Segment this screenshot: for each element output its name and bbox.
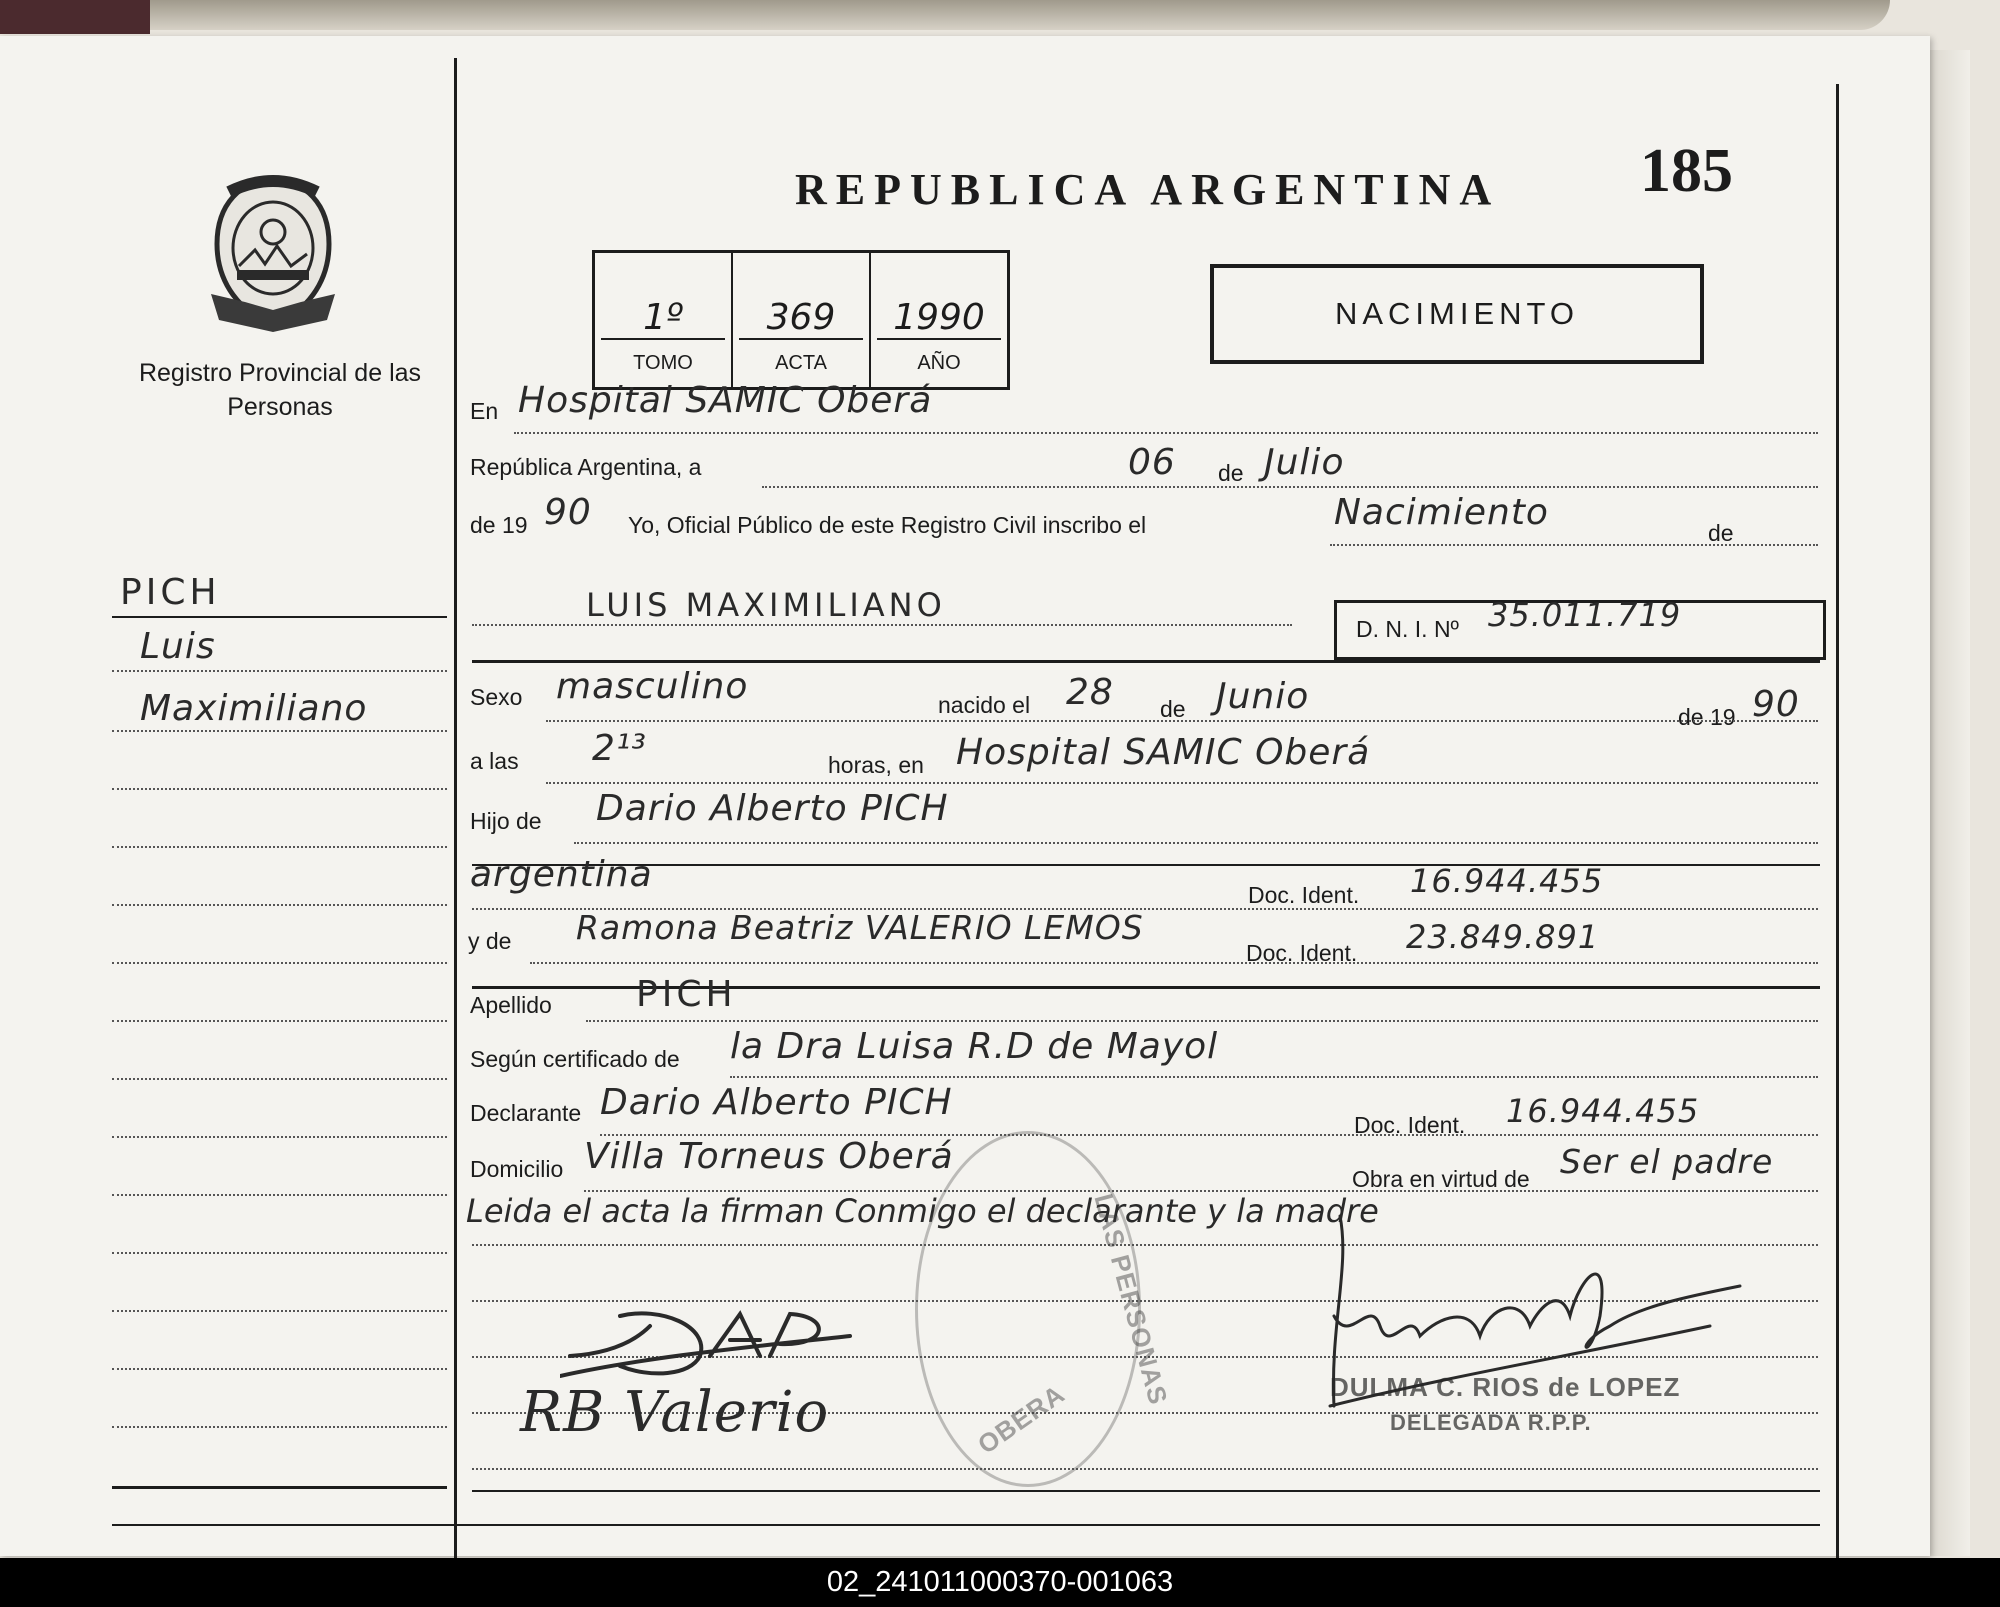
provincial-seal-icon — [205, 174, 341, 334]
field-rule — [574, 842, 1818, 844]
field-reg-month: Julio — [1264, 442, 1345, 483]
mother-signature: RB Valerio — [520, 1380, 830, 1445]
tomo-value: 1º — [601, 297, 725, 340]
sidebar-rule — [112, 730, 447, 732]
field-father-doc: 16.944.455 — [1410, 862, 1604, 900]
page-bottom-rule — [112, 1524, 1820, 1526]
label-dni: D. N. I. Nº — [1356, 616, 1459, 642]
field-child-name: LUIS MAXIMILIANO — [586, 586, 946, 624]
label-de: de — [1708, 520, 1734, 546]
field-mother: Ramona Beatriz VALERIO LEMOS — [576, 908, 1144, 947]
label-segun-certificado: Según certificado de — [470, 1046, 680, 1072]
field-rule — [472, 1468, 1818, 1470]
label-de-19: de 19 — [470, 512, 528, 538]
sidebar-rule — [112, 1194, 447, 1196]
field-birth-day: 28 — [1066, 672, 1114, 713]
field-rule — [472, 624, 1292, 626]
field-rule — [730, 1076, 1818, 1078]
label-yo-oficial: Yo, Oficial Público de este Registro Civil inscribo el — [628, 512, 1147, 538]
tomo-caption: TOMO — [633, 352, 693, 374]
sidebar-rule — [112, 846, 447, 848]
right-page-border — [1836, 84, 1839, 1558]
field-rule — [762, 486, 1818, 488]
tomo-cell — [595, 253, 733, 387]
field-in-virtue-of: Ser el padre — [1560, 1142, 1774, 1181]
label-en: En — [470, 398, 499, 424]
field-rule — [1330, 544, 1818, 546]
section-divider — [472, 864, 1820, 866]
field-declarant-doc: 16.944.455 — [1506, 1092, 1700, 1130]
label-de-19: de 19 — [1678, 704, 1736, 730]
acta-caption: ACTA — [775, 352, 827, 374]
field-birth-place: Hospital SAMIC Oberá — [956, 732, 1371, 773]
sidebar-rule — [112, 788, 447, 790]
field-birth-year-suffix: 90 — [1752, 684, 1800, 725]
field-rule — [514, 432, 1818, 434]
sidebar-rule — [112, 1310, 447, 1312]
field-place: Hospital SAMIC Oberá — [518, 380, 933, 421]
field-reg-day: 06 — [1128, 442, 1176, 483]
label-doc-ident: Doc. Ident. — [1354, 1112, 1466, 1138]
certificate-page — [0, 36, 1930, 1556]
label-republica: República Argentina, a — [470, 454, 702, 480]
registry-name: Registro Provincial de las Personas — [138, 359, 422, 421]
field-certificate-by: la Dra Luisa R.D de Mayol — [730, 1026, 1219, 1067]
sidebar-rule — [112, 962, 447, 964]
label-nacido-el: nacido el — [938, 692, 1031, 718]
ano-value: 1990 — [877, 297, 1001, 340]
page-stack-edge — [1930, 50, 1970, 1556]
image-id-footer: 02_241011000370-001063 — [0, 1558, 2000, 1607]
section-divider — [472, 1490, 1820, 1492]
field-rule — [586, 1020, 1818, 1022]
book-cover-corner — [0, 0, 150, 34]
ano-cell — [871, 253, 1007, 387]
field-rule — [530, 962, 1818, 964]
field-rule — [546, 720, 1818, 722]
country-title: REPUBLICA ARGENTINA — [795, 165, 1501, 214]
label-hijo-de: Hijo de — [470, 808, 542, 834]
acta-cell — [733, 253, 871, 387]
field-act: Nacimiento — [1334, 492, 1549, 533]
field-mother-doc: 23.849.891 — [1406, 918, 1600, 956]
label-de: de — [1160, 696, 1186, 722]
field-dni: 35.011.719 — [1488, 596, 1682, 634]
label-domicilio: Domicilio — [470, 1156, 564, 1182]
label-horas-en: horas, en — [828, 752, 924, 778]
official-stamp — [915, 1131, 1174, 1487]
left-column-divider — [454, 58, 457, 1558]
sidebar-rule — [112, 1252, 447, 1254]
sidebar-surname: PICH — [120, 572, 221, 613]
book-page-edge — [150, 0, 1890, 30]
label-apellido: Apellido — [470, 992, 552, 1018]
sidebar-rule — [112, 670, 447, 672]
field-rule — [546, 782, 1818, 784]
sidebar-rule — [112, 1368, 447, 1370]
label-doc-ident: Doc. Ident. — [1248, 882, 1360, 908]
field-address: Villa Torneus Oberá — [584, 1136, 954, 1177]
field-declarant: Dario Alberto PICH — [600, 1082, 953, 1123]
registry-box — [592, 250, 1010, 390]
field-reg-year-suffix: 90 — [544, 492, 592, 533]
field-closing-note: Leida el acta la firman Conmigo el declarante y la madre — [466, 1192, 1379, 1230]
official-title: DELEGADA R.P.P. — [1390, 1410, 1592, 1435]
acta-value: 369 — [739, 297, 863, 340]
page-number: 185 — [1640, 137, 1733, 205]
sidebar-rule — [112, 1426, 447, 1428]
sidebar-rule — [112, 904, 447, 906]
label-y-de: y de — [468, 928, 512, 954]
sidebar-rule — [112, 616, 447, 618]
sidebar-rule — [112, 1486, 447, 1489]
label-obra-en-virtud: Obra en virtud de — [1352, 1166, 1530, 1192]
field-birth-hour: 2¹³ — [592, 728, 647, 769]
field-birth-month: Junio — [1216, 676, 1310, 717]
label-sexo: Sexo — [470, 684, 523, 710]
sidebar-rule — [112, 1136, 447, 1138]
act-type-box: NACIMIENTO — [1210, 264, 1704, 364]
label-a-las: a las — [470, 748, 519, 774]
stamp-text-bottom: OBERA — [972, 1378, 1071, 1460]
sidebar-given-name-2: Maximiliano — [140, 688, 368, 729]
sidebar-given-name-1: Luis — [140, 626, 216, 667]
field-sex: masculino — [556, 666, 749, 707]
label-doc-ident: Doc. Ident. — [1246, 940, 1358, 966]
field-father-nationality: argentina — [470, 854, 653, 895]
field-surname: PICH — [636, 974, 737, 1015]
field-father: Dario Alberto PICH — [596, 788, 949, 829]
section-divider — [472, 660, 1820, 663]
official-name: DULMA C. RIOS de LOPEZ — [1330, 1372, 1681, 1402]
sidebar-rule — [112, 1078, 447, 1080]
label-de: de — [1218, 460, 1244, 486]
stamp-text-right: LAS PERSONAS — [1088, 1190, 1174, 1409]
label-declarante: Declarante — [470, 1100, 582, 1126]
ano-caption: AÑO — [917, 352, 961, 374]
sidebar-rule — [112, 1020, 447, 1022]
